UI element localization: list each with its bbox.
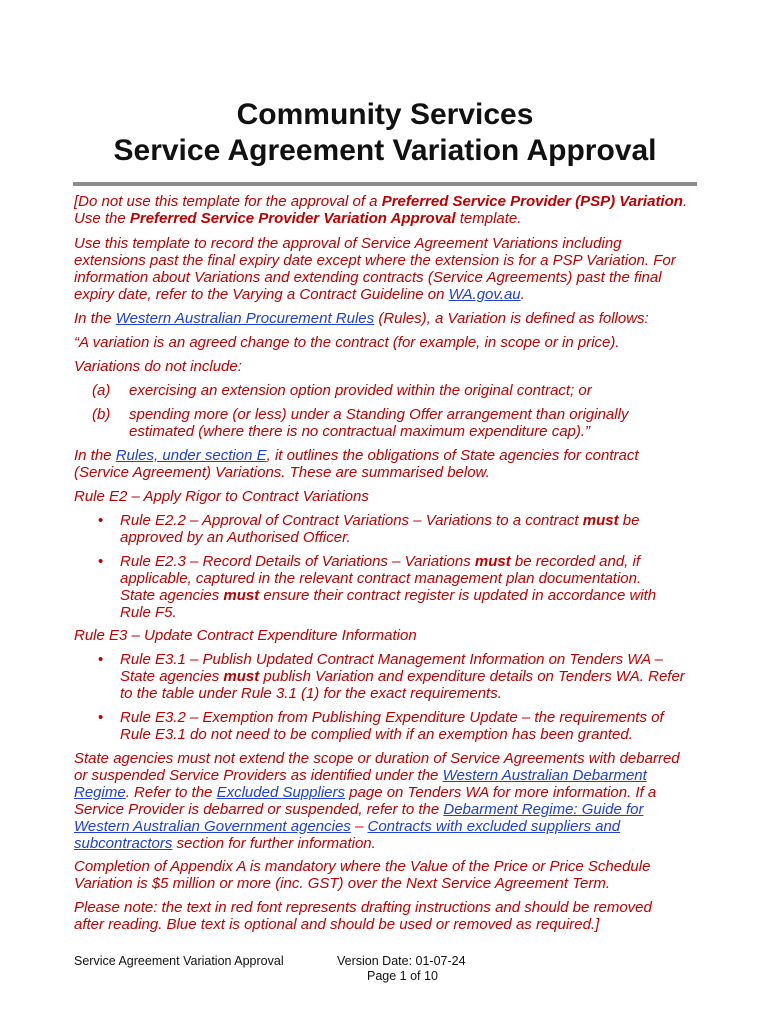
rule-e2-2-item: Rule E2.2 – Approval of Contract Variations – Variations to a contract must be approved by an Authorised Officer. bbox=[120, 512, 640, 546]
list-marker-a: (a) bbox=[92, 382, 111, 399]
footer-page-number: Page 1 of 10 bbox=[367, 969, 438, 983]
rules-definition-intro: In the Western Australian Procurement Rules (Rules), a Variation is defined as follows: bbox=[74, 310, 649, 327]
title-line-1: Community Services bbox=[236, 98, 534, 131]
bullet-icon: • bbox=[98, 651, 104, 668]
bullet-icon: • bbox=[98, 512, 104, 529]
intro-paragraph-psp-note: [Do not use this template for the approval of a Preferred Service Provider (PSP) Variation. Use the Preferred Service Provider Variation Approval template. bbox=[74, 193, 688, 227]
appendix-a-note: Completion of Appendix A is mandatory where the Value of the Price or Price Schedule Variation is $5 million or more (inc. GST) over the Next Service Agreement Term. bbox=[74, 858, 651, 892]
wa-gov-au-link[interactable]: WA.gov.au bbox=[448, 286, 521, 303]
footer-version-date: Version Date: 01-07-24 bbox=[337, 954, 466, 968]
list-item-b: spending more (or less) under a Standing Offer arrangement than originally estimated (where there is no contractual maximum expenditure cap).” bbox=[129, 406, 629, 440]
intro-paragraph-usage: Use this template to record the approval of Service Agreement Variations including extensions past the final expiry date except where the extension is for a PSP Variation. For information about Variations and extending contracts (Service Agreements) past the final expiry date, refer to the Varying a Contract Guideline on WA.gov.au. bbox=[74, 235, 676, 303]
rule-e3-2-item: Rule E3.2 – Exemption from Publishing Expenditure Update – the requirements of Rule E3.1 do not need to be complied with if an exemption has been granted. bbox=[120, 709, 664, 743]
debarment-guide-link[interactable]: Debarment Regime: Guide for Western Australian Government agencies bbox=[74, 801, 644, 835]
debarment-regime-link[interactable]: Western Australian Debarment Regime bbox=[74, 767, 647, 801]
variation-definition: “A variation is an agreed change to the contract (for example, in scope or in price). bbox=[74, 334, 620, 351]
rule-e3-heading: Rule E3 – Update Contract Expenditure Information bbox=[74, 627, 417, 644]
excluded-suppliers-link[interactable]: Excluded Suppliers bbox=[216, 784, 345, 801]
title-divider bbox=[73, 182, 697, 186]
bullet-icon: • bbox=[98, 553, 104, 570]
rule-e3-1-item: Rule E3.1 – Publish Updated Contract Management Information on Tenders WA – State agencies must publish Variation and expenditure details on Tenders WA. Refer to the table under Rule 3.1 (1) for the exact requirements. bbox=[120, 651, 685, 702]
rule-e2-heading: Rule E2 – Apply Rigor to Contract Variations bbox=[74, 488, 369, 505]
list-item-a: exercising an extension option provided within the original contract; or bbox=[129, 382, 592, 399]
rules-section-e-summary: In the Rules, under section E, it outlines the obligations of State agencies for contract (Service Agreement) Variations. These are summarised below. bbox=[74, 447, 639, 481]
excluded-suppliers-section-link[interactable]: Contracts with excluded suppliers and subcontractors bbox=[74, 818, 621, 852]
footer-document-name: Service Agreement Variation Approval bbox=[74, 954, 284, 968]
red-font-note: Please note: the text in red font represents drafting instructions and should be removed after reading. Blue text is optional and should be used or removed as required.] bbox=[74, 899, 652, 933]
rules-section-e-link[interactable]: Rules, under section E bbox=[115, 447, 267, 464]
debarment-paragraph: State agencies must not extend the scope or duration of Service Agreements with debarred or suspended Service Providers as identified under the Western Australian Debarment Regime. Refer to the Excluded Suppliers page on Tenders WA for more information. If a Service Provider is debarred or suspended, refer to the Debarment Regime: Guide for Western Australian Government agencies – Contracts with excluded suppliers and subcontractors section for further information. bbox=[74, 750, 680, 852]
bullet-icon: • bbox=[98, 709, 104, 726]
list-marker-b: (b) bbox=[92, 406, 111, 423]
rule-e2-3-item: Rule E2.3 – Record Details of Variations – Variations must be recorded and, if applicable, captured in the relevant contract management plan documentation. State agencies must ensure their contract register is updated in accordance with Rule F5. bbox=[120, 553, 657, 621]
variations-exclusion-intro: Variations do not include: bbox=[74, 358, 242, 375]
title-line-2: Service Agreement Variation Approval bbox=[113, 134, 657, 167]
procurement-rules-link[interactable]: Western Australian Procurement Rules bbox=[115, 310, 375, 327]
